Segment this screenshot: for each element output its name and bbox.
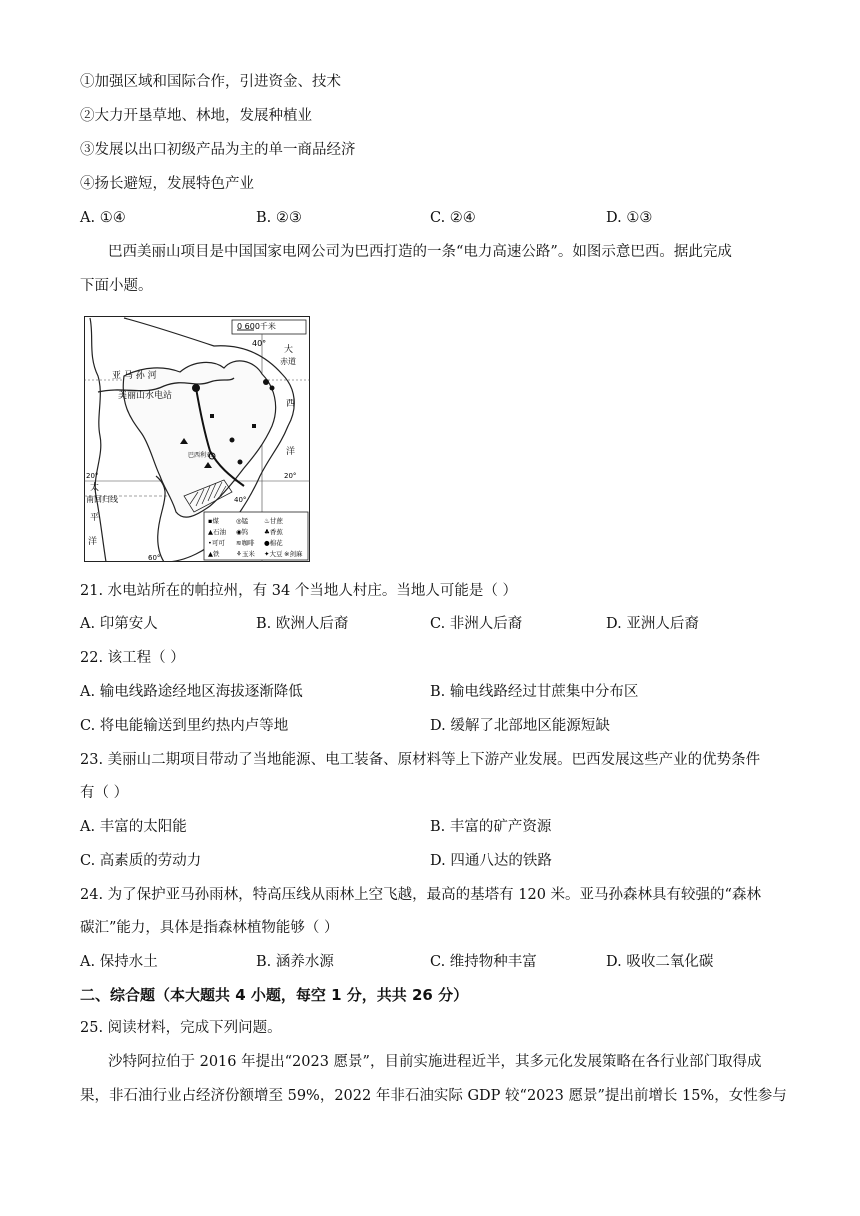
q21-option-d[interactable]: D. 亚洲人后裔 xyxy=(606,616,699,632)
q24-stem-line-1: 24. 为了保护亚马孙雨林，特高压线从雨林上空飞越，最高的基塔有 120 米。亚马孙森林具有较强的“森林 xyxy=(80,887,761,903)
intro-line-2: 下面小题。 xyxy=(80,278,153,294)
q23-option-c[interactable]: C. 高素质的劳动力 xyxy=(80,853,202,869)
legend-item-7: ≋咖啡 xyxy=(236,539,255,547)
q24-stem-line-2: 碳汇”能力，具体是指森林植物能够（ ） xyxy=(80,920,339,936)
q23-option-d[interactable]: D. 四通八达的铁路 xyxy=(430,853,552,869)
q20-option-a[interactable]: A. ①④ xyxy=(80,210,126,226)
legend-item-1: ▪煤 xyxy=(208,517,219,525)
legend-item-9: ▲铁 xyxy=(208,550,220,558)
q25-stem: 25. 阅读材料，完成下列问题。 xyxy=(80,1020,282,1036)
legend-item-11: ✦大豆 xyxy=(264,550,283,558)
statement-2: ②大力开垦草地、林地，发展种植业 xyxy=(80,108,312,124)
lon-60-label: 60° xyxy=(148,554,161,562)
ocean-right-3: 西 xyxy=(286,399,296,409)
ocean-left-2: 平 xyxy=(90,513,100,523)
statement-3: ③发展以出口初级产品为主的单一商品经济 xyxy=(80,142,356,158)
ocean-left-3: 洋 xyxy=(88,537,98,547)
q21-option-b[interactable]: B. 欧洲人后裔 xyxy=(256,616,349,632)
q24-option-a[interactable]: A. 保持水土 xyxy=(80,954,158,970)
ocean-left-1: 太 xyxy=(90,483,100,493)
section-2-heading: 二、综合题（本大题共 4 小题，每空 1 分，共共 26 分） xyxy=(80,986,469,1004)
q20-option-b[interactable]: B. ②③ xyxy=(256,210,302,226)
ocean-right-4: 洋 xyxy=(286,447,296,457)
river-label: 亚 马 孙 河 xyxy=(112,371,157,381)
q22-option-b[interactable]: B. 输电线路经过甘蔗集中分布区 xyxy=(430,684,639,700)
q23-stem-line-1: 23. 美丽山二期项目带动了当地能源、电工装备、原材料等上下游产业发展。巴西发展这些产业的优势条件 xyxy=(80,752,761,768)
q23-option-b[interactable]: B. 丰富的矿产资源 xyxy=(430,819,552,835)
q24-option-b[interactable]: B. 涵养水源 xyxy=(256,954,334,970)
lat-40-label: 40° xyxy=(252,339,267,348)
brazil-map xyxy=(84,316,310,562)
station-label: 美丽山水电站 xyxy=(118,391,173,401)
tropic-label: 南回归线 xyxy=(86,495,118,504)
q20-option-d[interactable]: D. ①③ xyxy=(606,210,653,226)
legend-item-2: ◎锰 xyxy=(236,517,249,525)
q21-stem: 21. 水电站所在的帕拉州，有 34 个当地人村庄。当地人可能是（ ） xyxy=(80,583,517,599)
lon-40-label: 40° xyxy=(234,496,247,504)
statement-1: ①加强区域和国际合作，引进资金、技术 xyxy=(80,74,341,90)
q24-option-c[interactable]: C. 维持物种丰富 xyxy=(430,954,537,970)
ocean-right-1: 大 xyxy=(284,345,294,355)
q21-option-c[interactable]: C. 非洲人后裔 xyxy=(430,616,523,632)
q22-option-a[interactable]: A. 输电线路途经地区海拔逐渐降低 xyxy=(80,684,303,700)
capital-label: 巴西利亚 xyxy=(188,452,213,459)
intro-line-1: 巴西美丽山项目是中国国家电网公司为巴西打造的一条“电力高速公路”。如图示意巴西。据此完成 xyxy=(108,244,732,260)
q23-stem-line-2: 有（ ） xyxy=(80,785,129,801)
q24-option-d[interactable]: D. 吸收二氧化碳 xyxy=(606,954,714,970)
q25-paragraph-line-2: 果，非石油行业占经济份额增至 59%，2022 年非石油实际 GDP 较“2023 愿景”提出前增长 15%，女性参与 xyxy=(80,1088,787,1104)
statement-4: ④扬长避短，发展特色产业 xyxy=(80,176,254,192)
legend-item-12: •可可 xyxy=(208,539,225,547)
legend-item-4: ◉钨 xyxy=(236,528,249,536)
legend-item-13: ※剑麻 xyxy=(284,550,303,558)
legend-item-6: ▲石油 xyxy=(208,528,226,536)
q20-option-c[interactable]: C. ②④ xyxy=(430,210,476,226)
legend-item-3: ♨甘蔗 xyxy=(264,517,283,525)
lat-20-left: 20° xyxy=(86,472,99,480)
q22-stem: 22. 该工程（ ） xyxy=(80,650,185,666)
scale-label: 0 600千米 xyxy=(237,322,276,331)
legend-item-5: ♣香蕉 xyxy=(264,528,283,536)
station-marker xyxy=(192,384,200,392)
q22-option-d[interactable]: D. 缓解了北部地区能源短缺 xyxy=(430,718,610,734)
q23-option-a[interactable]: A. 丰富的太阳能 xyxy=(80,819,187,835)
lat-20-right: 20° xyxy=(284,472,297,480)
q21-option-a[interactable]: A. 印第安人 xyxy=(80,616,158,632)
legend-item-10: ⚘玉米 xyxy=(236,550,255,558)
ocean-right-2: 赤道 xyxy=(280,357,296,366)
q25-paragraph-line-1: 沙特阿拉伯于 2016 年提出“2023 愿景”，目前实施进程近半，其多元化发展策略在各行业部门取得成 xyxy=(108,1054,762,1070)
q22-option-c[interactable]: C. 将电能输送到里约热内卢等地 xyxy=(80,718,289,734)
legend-item-8: ●棉花 xyxy=(264,539,283,547)
